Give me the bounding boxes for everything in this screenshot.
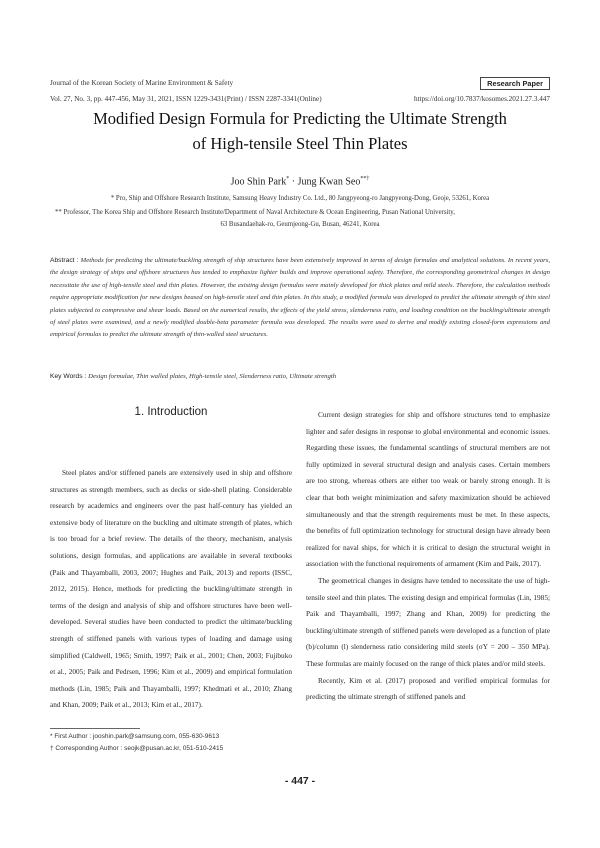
left-column (50, 465, 292, 714)
section-heading-introduction: 1. Introduction (134, 406, 208, 418)
author-2-mark: **† (360, 176, 370, 182)
keywords-text: Design formulae, Thin walled plates, High-tensile steel, Slenderness ratio, Ultimate strength (88, 373, 337, 380)
author-list (50, 176, 550, 187)
page-number: - 447 - (284, 775, 316, 787)
abstract-text: Methods for predicting the ultimate/buckling strength of ship structures have been extensively improved in terms of design formulas and analytical solutions. In recent years, the design strategy of ships and offshore structures has tended to emphasize lighter builds and improve operational safety. Therefore, the corresponding geometrical changes in design necessitate the use of high-tensile steel and thin plates. However, the existing design formulas were mainly developed for thick plates and mild steels. Therefore, the calculation methods require appropriate modification for new designs beased on high-tensile steel and thin plates. In this study, a modified formula was developed to predict the ultimate strength of thin steel plates subjected to compressive and shear loads. Based on the numerical results, the effects of the yield stress, slenderness ratio, and loading condition on the buckling/ultimate strength of steel plates were examined, and a newly modified double-beta parameter formula was developed. The results were used to derive and modify existing closed-form expressions and empirical formulas to predict the ultimate strength of thin-walled steel structures. (50, 257, 551, 339)
affiliation-2: ** Professor, The Korea Ship and Offshore Research Institute/Department of Naval Architecture & Ocean Engineering, Pusan National University, (55, 209, 455, 216)
paragraph: The geometrical changes in designs have tended to necessitate the use of high-tensile steel and thin plates. The existing design and empirical formulas (Lin, 1985; Paik and Thayamballi, 1997; Zhang and Khan, 2009) for predicting the buckling/ultimate strength of stiffened panels were developed as a function of plate (b)/column (l) slenderness ratio considering mild steels (σY = 200 – 350 MPa). These formulas are mainly focused on the range of thick plates and/or mild steels. (306, 575, 550, 668)
abstract-label: Abstract : (50, 257, 81, 264)
paragraph: Recently, Kim et al. (2017) proposed and verified empirical formulas for predicting the ultimate strength of stiffened panels and (306, 675, 550, 702)
right-column (306, 407, 550, 706)
keywords (50, 373, 550, 380)
affiliation-2-address: 63 Busandaehak-ro, Geumjeong-Gu, Busan, 46241, Korea (220, 221, 380, 228)
title-line-1: Modified Design Formula for Predicting the Ultimate Strength (93, 109, 507, 128)
title-line-2: of High-tensile Steel Thin Plates (192, 134, 408, 153)
abstract (50, 255, 550, 342)
keywords-label: Key Words : (50, 373, 89, 380)
footnote-corresponding-author: † Corresponding Author : seojk@pusan.ac.kr, 051-510-2415 (50, 745, 224, 752)
author-1-mark: * (286, 176, 290, 182)
paragraph: Current design strategies for ship and offshore structures tend to emphasize lighter and safer designs in response to global environmental and economic issues. Regarding these issues, the fundamental scantlings of structural members are not fully optimized in several structural design and analysis cases. Certain members are too strong, whereas others are either too weak or barely strong enough. It is clear that both weight minimization and safety maximization should be achieved simultaneously and that the strength requirements must be met. In these aspects, the benefits of full optimization technology for structural design have already been realized for naval ships, for which it is critical to design the structural weight in association with the functional requirements of armament (Kim and Paik, 2017). (306, 410, 550, 569)
affiliation-1: * Pro, Ship and Offshore Research Institute, Samsung Heavy Industry Co. Ltd., 80 Jangpyeong-ro Jangpyeong-Dong, Geoje, 53261, Korea (110, 195, 490, 202)
volume-info: Vol. 27, No. 3, pp. 447-456, May 31, 2021, ISSN 1229-3431(Print) / ISSN 2287-3341(Online) (50, 95, 322, 103)
paragraph: Steel plates and/or stiffened panels are extensively used in ship and offshore structures as strength members, such as decks or side-shell plating. Considerable research by academics and engineers over the past half-century has yielded an extensive body of literature on the buckling and ultimate strength of plates, which is too broad for a brief review. The details of the theory, mechanism, analysis solutions, design formulas, and applications are available in several textbooks (Paik and Thayamballi, 2003, 2007; Hughes and Paik, 2013) and reports (ISSC, 2012, 2015). Hence, methods for predicting the buckling/ultimate strength in terms of the design and analysis of ship and offshore structures have been well-developed. Several studies have been conducted to predict the ultimate/buckling strength of stiffened panels with various types of loading and damage using simplified (Caldwell, 1965; Smith, 1997; Paik et al., 2001; Chen, 2003; Fujibuko et al., 2005; Paik and Pedrsen, 1996; Kim et al., 2009) and empirical formulation methods (Lin, 1985; Paik and Thayamballi, 1997; Khedmati et al., 2010; Zhang and Khan, 2009; Paik et al., 2013; Kim et al., 2017). (50, 468, 292, 710)
footnote-divider (50, 728, 140, 729)
article-type-badge: Research Paper (480, 77, 550, 90)
author-1: Joo Shin Park (230, 176, 287, 188)
author-2: Jung Kwan Seo (297, 176, 361, 188)
paper-title (50, 106, 550, 156)
journal-name: Journal of the Korean Society of Marine Environment & Safety (50, 79, 234, 87)
author-separator: · (289, 176, 298, 188)
doi-link[interactable]: https://doi.org/10.7837/kosomes.2021.27.3.447 (413, 95, 550, 103)
footnote-first-author: * First Author : jooshin.park@samsung.com, 055-630-9613 (50, 733, 220, 740)
